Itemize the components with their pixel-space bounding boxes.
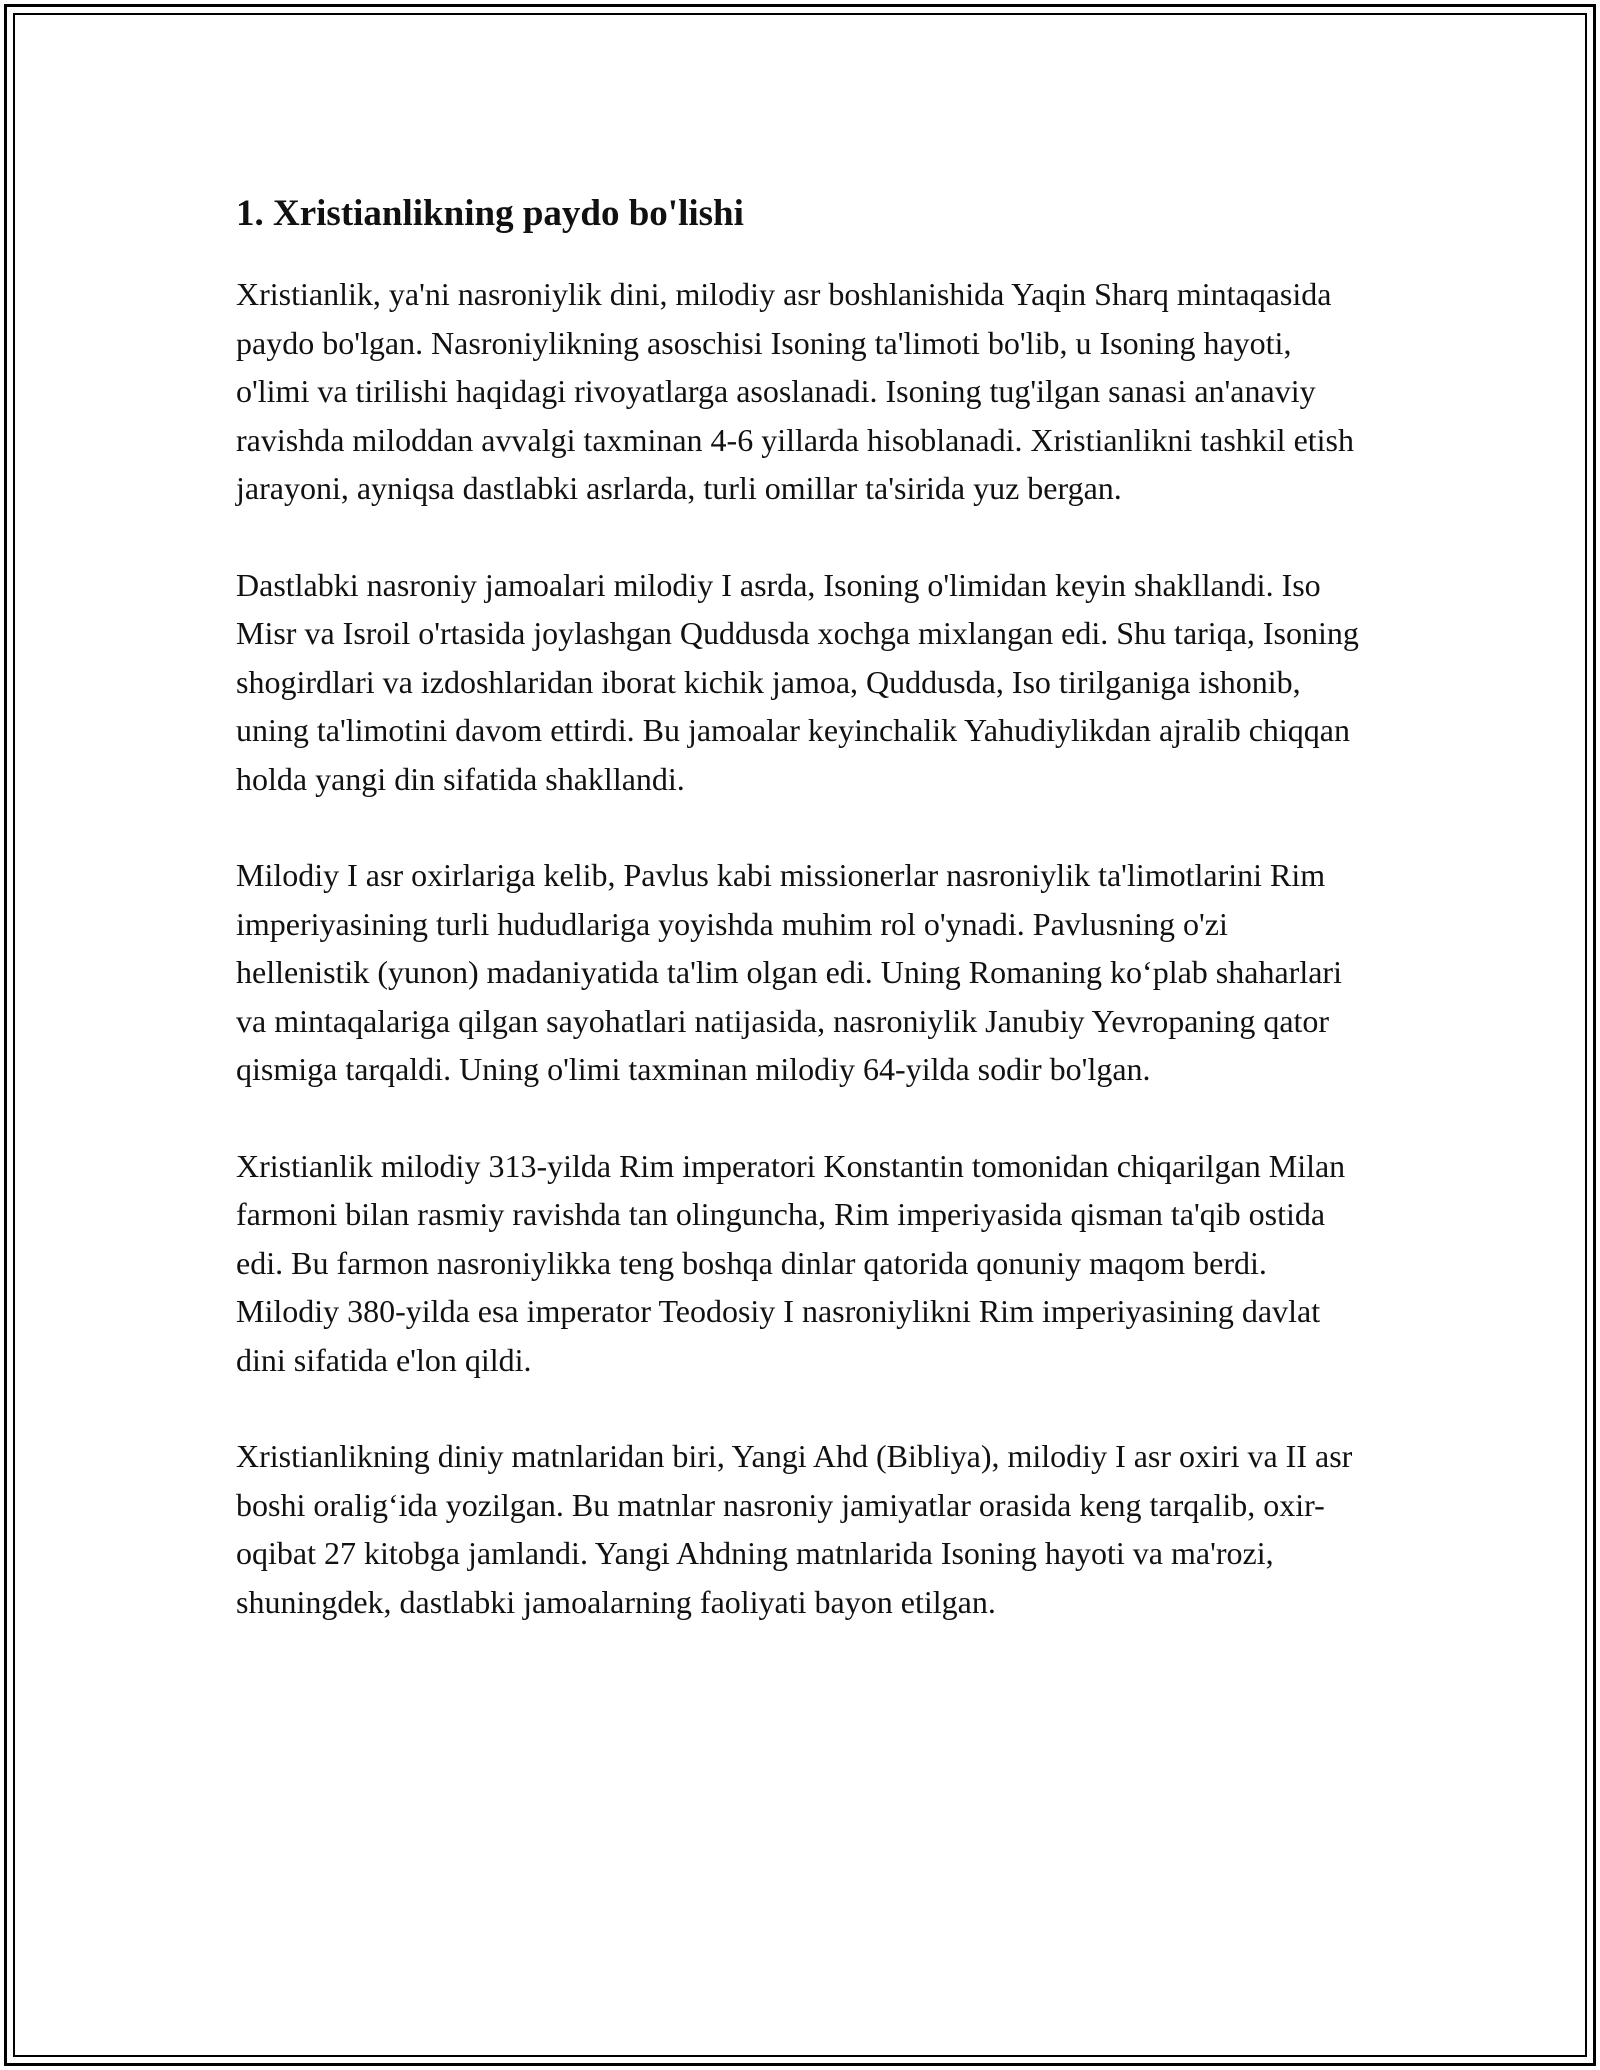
- document-body: [236, 186, 1366, 1674]
- section-heading: 1. Xristianlikning paydo bo'lishi: [236, 193, 744, 234]
- paragraph-5: Xristianlikning diniy matnlaridan biri, Yangi Ahd (Bibliya), milodiy I asr oxiri va II asr boshi oralig‘ida yozilgan. Bu matnlar nasroniy jamiyatlar orasida keng tarqalib, oxir-oqibat 27 kitobga jamlandi. Yangi Ahdning matnlarida Isoning hayoti va ma'rozi, shuningdek, dastlabki jamoalarning faoliyati bayon etilgan.: [236, 1438, 1353, 1620]
- paragraph-3: Milodiy I asr oxirlariga kelib, Pavlus kabi missionerlar nasroniylik ta'limotlarini Rim imperiyasining turli hududlariga yoyishda muhim rol o'ynadi. Pavlusning o'zi hellenistik (yunon) madaniyatida ta'lim olgan edi. Uning Romaning ko‘plab shaharlari va mintaqalariga qilgan sayohatlari natijasida, nasroniylik Janubiy Yevropaning qator qismiga tarqaldi. Uning o'limi taxminan milodiy 64-yilda sodir bo'lgan.: [236, 857, 1342, 1087]
- paragraph-1: Xristianlik, ya'ni nasroniylik dini, milodiy asr boshlanishida Yaqin Sharq mintaqasida paydo bo'lgan. Nasroniylikning asoschisi Isoning ta'limoti bo'lib, u Isoning hayoti, o'limi va tirilishi haqidagi rivoyatlarga asoslanadi. Isoning tug'ilgan sanasi an'anaviy ravishda miloddan avvalgi taxminan 4-6 yillarda hisoblanadi. Xristianlikni tashkil etish jarayoni, ayniqsa dastlabki asrlarda, turli omillar ta'sirida yuz bergan.: [236, 276, 1354, 506]
- paragraph-2: Dastlabki nasroniy jamoalari milodiy I asrda, Isoning o'limidan keyin shakllandi. Iso Misr va Isroil o'rtasida joylashgan Quddusda xochga mixlangan edi. Shu tariqa, Isoning shogirdlari va izdoshlaridan iborat kichik jamoa, Quddusda, Iso tirilganiga ishonib, uning ta'limotini davom ettirdi. Bu jamoalar keyinchalik Yahudiylikdan ajralib chiqqan holda yangi din sifatida shakllandi.: [236, 566, 1359, 797]
- paragraph-4: Xristianlik milodiy 313-yilda Rim imperatori Konstantin tomonidan chiqarilgan Milan farmoni bilan rasmiy ravishda tan olinguncha, Rim imperiyasida qisman ta'qib ostida edi. Bu farmon nasroniylikka teng boshqa dinlar qatorida qonuniy maqom berdi. Milodiy 380-yilda esa imperator Teodosiy I nasroniylikni Rim imperiyasining davlat dini sifatida e'lon qildi.: [236, 1147, 1346, 1378]
